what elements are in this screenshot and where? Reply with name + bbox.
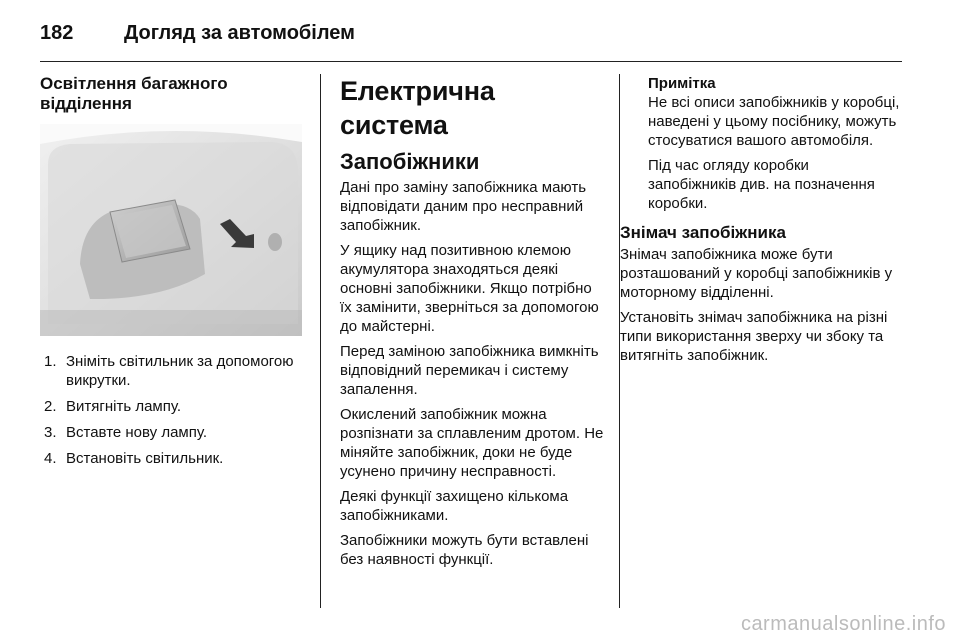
header-rule bbox=[40, 61, 902, 62]
trunk-light-photo bbox=[40, 124, 302, 336]
note-block bbox=[620, 74, 900, 213]
right-column bbox=[620, 74, 900, 371]
middle-column bbox=[340, 74, 604, 575]
section-title: Догляд за автомобілем bbox=[124, 22, 355, 44]
list-item: 2. Витягніть лампу. bbox=[44, 398, 182, 415]
note-paragraph: Не всі описи запобіжників у коробці, наведені у цьому посібнику, можуть стосуватися вашого автомобіля. bbox=[648, 94, 900, 149]
list-item: 1. Зніміть світильник за допомогою викрутки. bbox=[44, 353, 294, 389]
paragraph: Запобіжники можуть бути вставлені без наявності функції. bbox=[340, 532, 589, 568]
lighting-heading: Освітлення багажного відділення bbox=[40, 74, 228, 113]
paragraph: Знімач запобіжника може бути розташований у коробці запобіжників у моторному відділенні. bbox=[620, 246, 893, 301]
list-item: 4. Встановіть світильник. bbox=[44, 450, 224, 467]
page-number: 182 bbox=[40, 22, 74, 44]
electrical-system-heading: Електрична система bbox=[340, 76, 495, 140]
paragraph: Установіть знімач запобіжника на різні типи використання зверху чи збоку та витягніть запобіжник. bbox=[620, 309, 888, 364]
paragraph: У ящику над позитивною клемою акумулятора знаходяться деякі основні запобіжники. Якщо потрібно їх замінити, зверніться за допомогою до майстерні. bbox=[340, 242, 599, 335]
paragraph: Деякі функції захищено кількома запобіжниками. bbox=[340, 488, 569, 524]
column-divider-1 bbox=[320, 74, 321, 608]
paragraph: Окислений запобіжник можна розпізнати за сплавленим дротом. Не міняйте запобіжник, доки не буде усунено причину несправності. bbox=[340, 406, 604, 480]
fuse-extractor-heading: Знімач запобіжника bbox=[620, 223, 786, 242]
replacement-steps bbox=[40, 352, 310, 468]
watermark: carmanualsonline.info bbox=[740, 613, 946, 635]
fuses-heading: Запобіжники bbox=[340, 149, 480, 174]
paragraph: Дані про заміну запобіжника мають відповідати даним про несправний запобіжник. bbox=[340, 179, 587, 234]
note-title: Примітка bbox=[648, 75, 716, 92]
note-paragraph: Під час огляду коробки запобіжників див. на позначення коробки. bbox=[648, 157, 875, 212]
left-column bbox=[40, 74, 310, 475]
paragraph: Перед заміною запобіжника вимкніть відповідний перемикач і систему запалення. bbox=[340, 343, 599, 398]
list-item: 3. Вставте нову лампу. bbox=[44, 424, 208, 441]
